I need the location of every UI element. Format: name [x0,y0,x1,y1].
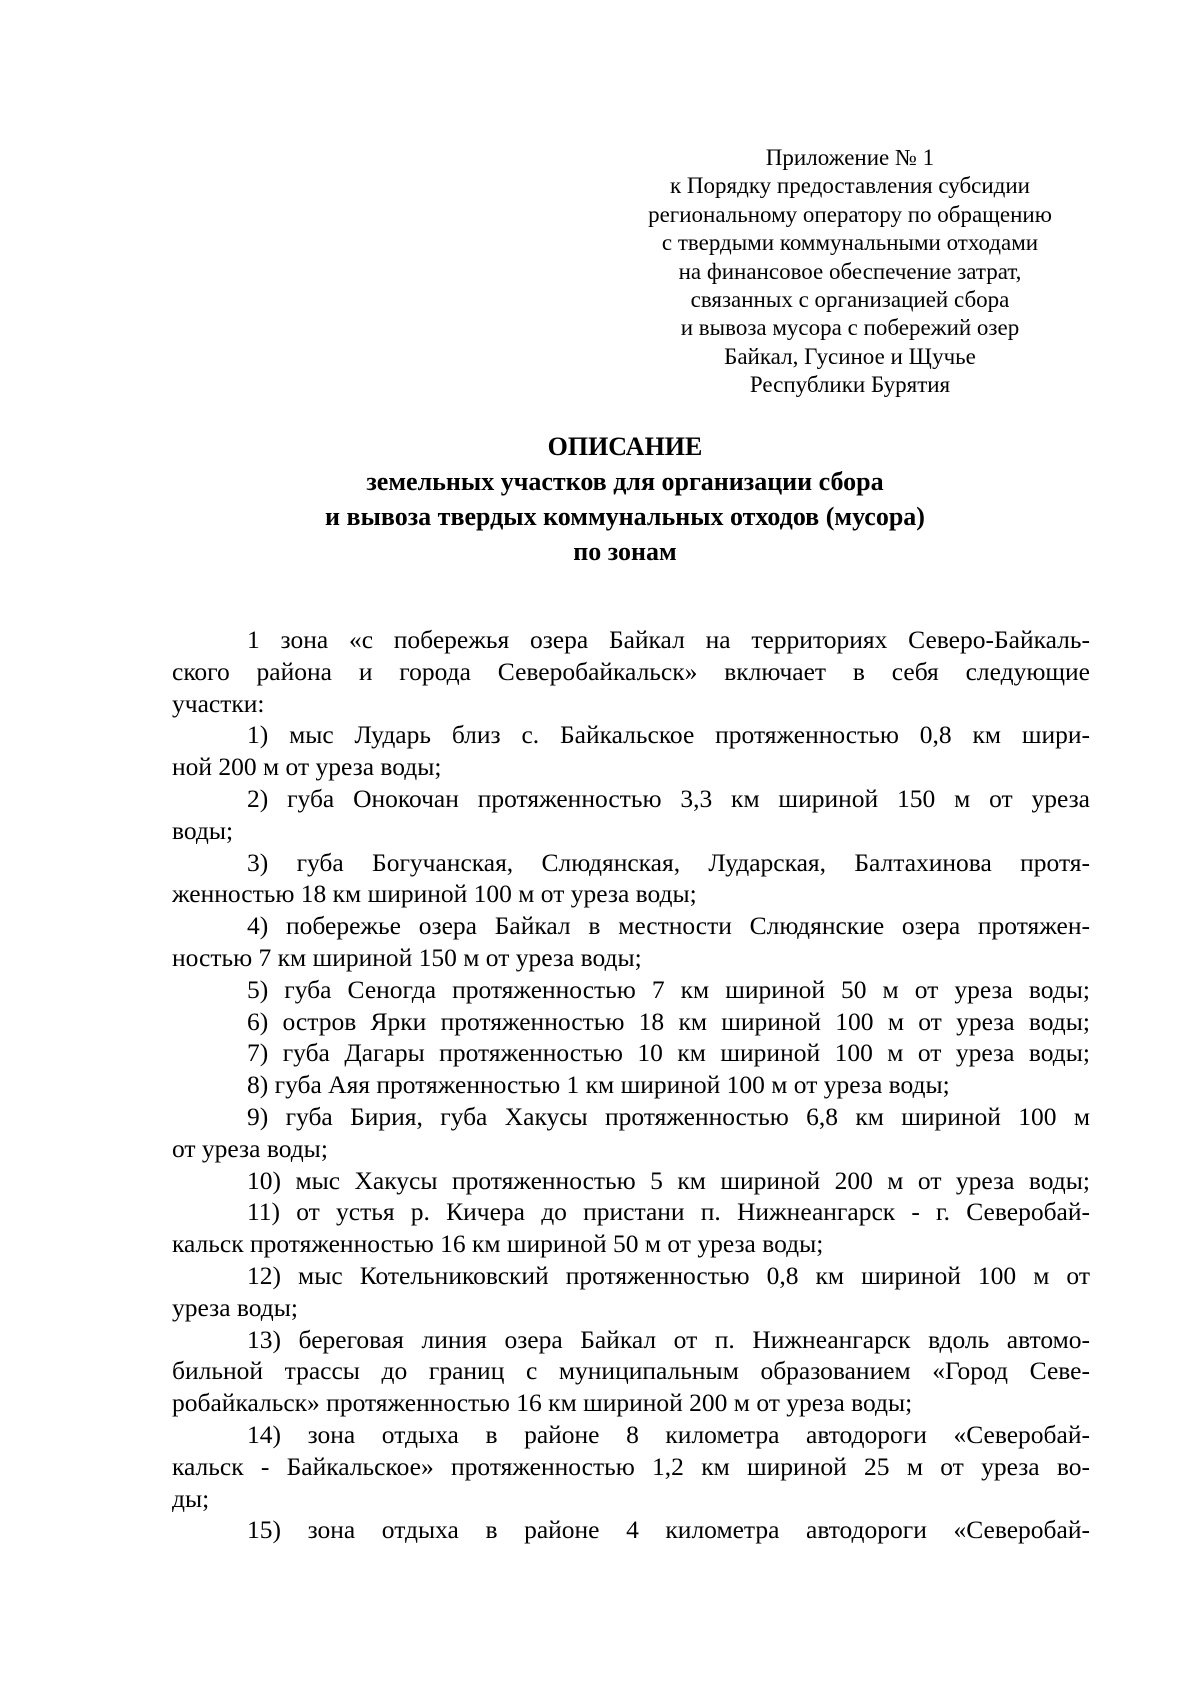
body-line: ностью 7 км шириной 150 м от уреза воды; [172,942,642,972]
body-line: 7) губа Дагары протяженностью 10 км шириной 100 м от уреза воды; [247,1038,1090,1068]
appendix-line: с твердыми коммунальными отходами [661,230,1039,256]
document-body [172,624,1090,1546]
body-line: 10) мыс Хакусы протяженностью 5 км шириной 200 м от уреза воды; [247,1165,1090,1195]
body-line: воды; [172,815,234,845]
body-line: бильной трассы до границ с муниципальным образованием «Город Севе- [172,1356,1090,1386]
document-title [160,429,1090,569]
appendix-header [640,144,1060,400]
appendix-line: на финансовое обеспечение затрат, [678,258,1022,284]
body-line: 4) побережье озера Байкал в местности Слюдянские озера протяжен- [247,911,1090,941]
body-line: кальск протяженностью 16 км шириной 50 м от уреза воды; [172,1229,824,1259]
appendix-line: Байкал, Гусиное и Щучье [724,343,976,369]
appendix-line: и вывоза мусора с побережий озер [680,315,1020,341]
body-line: 11) от устья р. Кичера до пристани п. Нижнеангарск - г. Северобай- [247,1197,1090,1227]
title-heading: ОПИСАНИЕ [547,432,703,461]
body-line: участки: [172,688,265,718]
appendix-line: к Порядку предоставления субсидии [670,173,1030,199]
body-line: 5) губа Сеногда протяженностью 7 км шириной 50 м от уреза воды; [247,974,1090,1004]
body-line: робайкальск» протяженностью 16 км шириной 200 м от уреза воды; [172,1388,913,1418]
body-line: кальск - Байкальское» протяженностью 1,2 км шириной 25 м от уреза во- [172,1451,1090,1481]
body-line: 8) губа Аяя протяженностью 1 км шириной 100 м от уреза воды; [247,1070,950,1100]
title-subtitle-line: земельных участков для организации сбора [366,467,884,496]
body-line: 13) береговая линия озера Байкал от п. Нижнеангарск вдоль автомо- [247,1324,1090,1354]
appendix-line: Приложение № 1 [765,145,935,170]
body-line: 1) мыс Лударь близ с. Байкальское протяженностью 0,8 км шири- [247,720,1090,750]
body-line: женностью 18 км шириной 100 м от уреза воды; [172,879,697,909]
body-line: 2) губа Онокочан протяженностью 3,3 км шириной 150 м от уреза [247,783,1090,813]
body-line: 9) губа Бирия, губа Хакусы протяженностью 6,8 км шириной 100 м [247,1101,1090,1131]
body-line: от уреза воды; [172,1133,328,1163]
body-line: 14) зона отдыха в районе 8 километра автодороги «Северобай- [247,1419,1090,1449]
body-line: 15) зона отдыха в районе 4 километра автодороги «Северобай- [247,1515,1090,1545]
body-line: 3) губа Богучанская, Слюдянская, Лударская, Балтахинова протя- [247,847,1090,877]
body-line: 6) остров Ярки протяженностью 18 км шириной 100 м от уреза воды; [247,1006,1090,1036]
body-line: ского района и города Северобайкальск» включает в себя следующие [172,656,1090,686]
appendix-line: Республики Бурятия [749,372,951,398]
title-subtitle-line: по зонам [573,537,677,566]
appendix-line: связанных с организацией сбора [690,287,1010,313]
appendix-line: региональному оператору по обращению [648,201,1052,227]
body-line: 12) мыс Котельниковский протяженностью 0,8 км шириной 100 м от [247,1260,1090,1290]
body-line: ной 200 м от уреза воды; [172,752,442,782]
body-line: ды; [172,1483,210,1513]
body-line: 1 зона «с побережья озера Байкал на территориях Северо-Байкаль- [247,625,1090,654]
body-line: уреза воды; [172,1292,298,1322]
title-subtitle-line: и вывоза твердых коммунальных отходов (мусора) [325,502,925,531]
